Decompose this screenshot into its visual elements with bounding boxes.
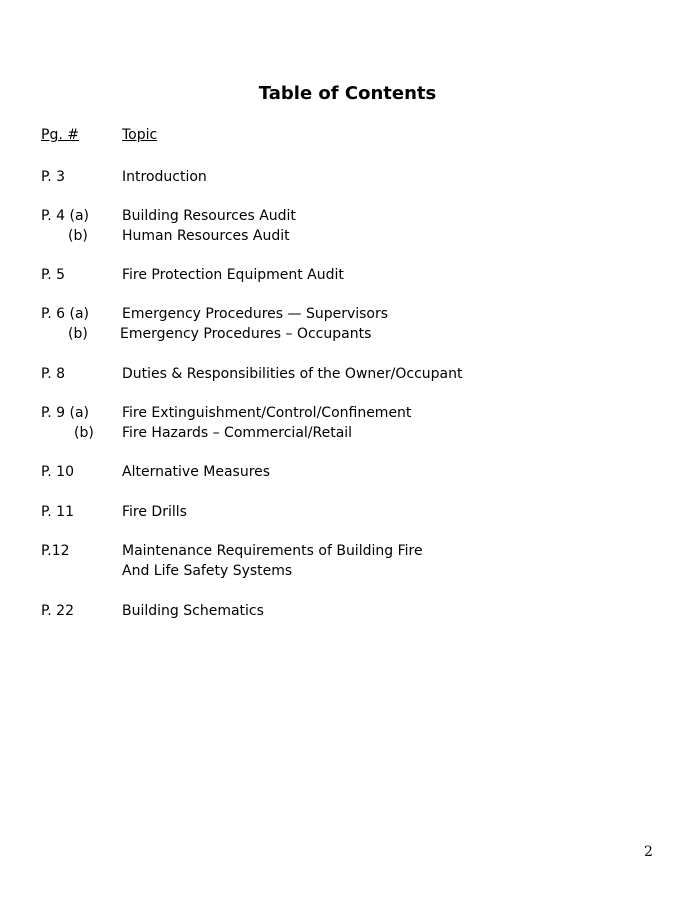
toc-entry-maintenance-continued	[41, 561, 661, 581]
toc-topic: Building Resources Audit	[122, 208, 296, 224]
page-number: 2	[644, 844, 653, 860]
toc-page-ref: (b)	[68, 228, 88, 244]
toc-page-ref: P. 22	[41, 603, 74, 619]
page-title: Table of Contents	[258, 83, 437, 104]
toc-topic: Building Schematics	[122, 603, 264, 619]
toc-page-ref: (b)	[74, 425, 94, 441]
page-column-header: Pg. #	[41, 127, 79, 143]
toc-entry-fire-protection	[41, 265, 661, 285]
toc-page-ref: P. 10	[41, 464, 74, 480]
toc-page-ref: P. 11	[41, 504, 74, 520]
toc-topic: Fire Protection Equipment Audit	[122, 267, 344, 283]
toc-page-ref: P. 8	[41, 366, 66, 382]
toc-topic: Human Resources Audit	[122, 228, 290, 244]
toc-entry-building-schematics	[41, 601, 661, 621]
toc-entry-emergency-supervisors	[41, 304, 661, 324]
toc-entry-alternative-measures	[41, 462, 661, 482]
toc-entry-building-resources	[41, 206, 661, 226]
toc-topic: Alternative Measures	[122, 464, 271, 480]
toc-topic: Duties & Responsibilities of the Owner/Occupant	[122, 366, 463, 382]
toc-topic: Maintenance Requirements of Building Fire	[122, 543, 423, 559]
toc-topic: Introduction	[122, 169, 207, 185]
toc-page-ref: P. 5	[41, 267, 66, 283]
toc-topic: Emergency Procedures — Supervisors	[122, 306, 389, 322]
toc-entry-emergency-occupants	[41, 324, 661, 344]
toc-topic: Fire Hazards – Commercial/Retail	[122, 425, 353, 441]
toc-entry-human-resources	[41, 226, 661, 246]
toc-page-ref: (b)	[68, 326, 88, 342]
toc-page-ref: P. 4 (a)	[41, 208, 90, 224]
toc-topic: Fire Extinguishment/Control/Confinement	[122, 405, 412, 421]
toc-entry-duties	[41, 364, 661, 384]
toc-page-ref: P. 3	[41, 169, 66, 185]
toc-header	[41, 125, 641, 145]
toc-page-ref: P. 6 (a)	[41, 306, 90, 322]
topic-column-header: Topic	[122, 127, 158, 143]
toc-topic: Emergency Procedures – Occupants	[120, 326, 372, 342]
toc-page-ref: P. 9 (a)	[41, 405, 90, 421]
toc-entry-fire-drills	[41, 502, 661, 522]
toc-entry-introduction	[41, 167, 661, 187]
toc-page-ref: P.12	[41, 543, 70, 559]
toc-entry-fire-extinguishment	[41, 403, 661, 423]
toc-entry-maintenance	[41, 541, 661, 561]
toc-entry-fire-hazards	[41, 423, 661, 443]
toc-topic: And Life Safety Systems	[122, 563, 293, 579]
toc-topic: Fire Drills	[122, 504, 187, 520]
